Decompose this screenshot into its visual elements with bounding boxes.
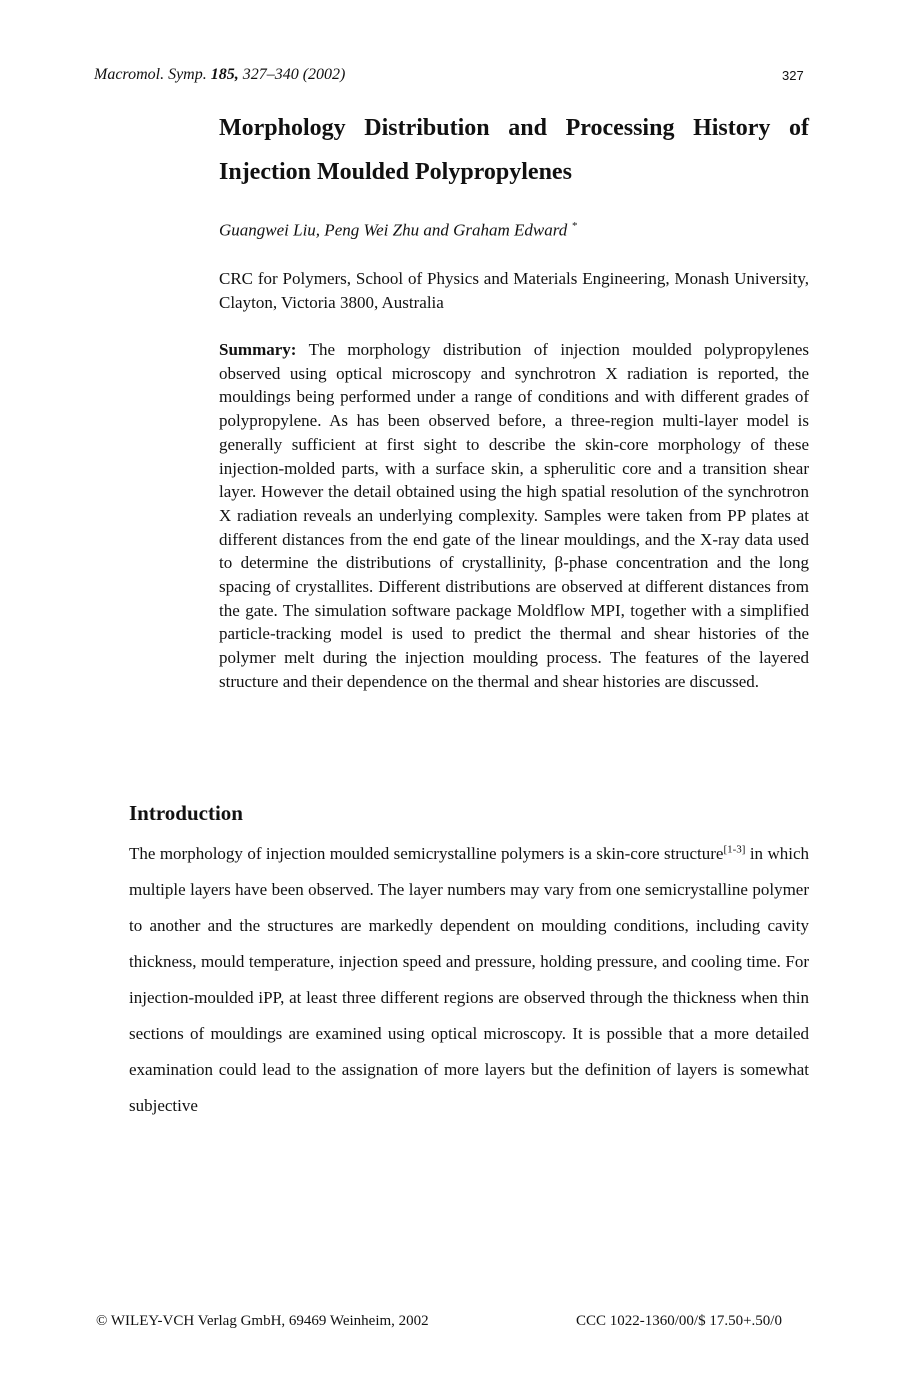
journal-pages-year: 327–340 (2002) [242, 66, 346, 83]
introduction-paragraph [129, 836, 809, 1124]
title-word: and [508, 115, 547, 141]
journal-name: Macromol. Symp. [94, 66, 207, 83]
title-line-1 [219, 106, 809, 150]
authors [219, 220, 577, 241]
journal-citation [94, 66, 345, 84]
ccc-code: CCC 1022-1360/00/$ 17.50+.50/0 [576, 1313, 782, 1329]
journal-volume: 185, [210, 66, 239, 83]
article-title [219, 106, 809, 194]
intro-text-part-1: The morphology of injection moulded semicrystalline polymers is a skin-core structure [129, 844, 724, 863]
citation-reference: [1-3] [723, 843, 746, 856]
title-word: History [693, 115, 771, 141]
copyright-notice: © WILEY-VCH Verlag GmbH, 69469 Weinheim, 2002 [96, 1313, 429, 1329]
summary-label: Summary: [219, 340, 297, 359]
corresponding-author-mark: * [571, 220, 577, 232]
page-number: 327 [782, 68, 804, 83]
title-word: Distribution [364, 115, 490, 141]
title-line-2: Injection Moulded Polypropylenes [219, 159, 572, 185]
intro-text-part-2: in which multiple layers have been observed. The layer numbers may vary from one semicrystalline polymer to another and the structures are markedly dependent on moulding conditions, including cavity thickness, mould temperature, injection speed and pressure, holding pressure, and cooling time. For injection-moulded iPP, at least three different regions are observed through the thickness when thin sections of mouldings are examined using optical microscopy. It is possible that a more detailed examination could lead to the assignation of more layers but the definition of layers is somewhat subjective [129, 844, 809, 1115]
summary-text: The morphology distribution of injection moulded polypropylenes observed using optical microscopy and synchrotron X radiation is reported, the mouldings being performed under a range of conditions and with different grades of polypropylene. As has been observed before, a three-region multi-layer model is generally sufficient at first sight to describe the skin-core morphology of these injection-molded parts, with a surface skin, a spherulitic core and a transition shear layer. However the detail obtained using the high spatial resolution of the synchrotron X radiation reveals an underlying complexity. Samples were taken from PP plates at different distances from the end gate of the linear mouldings, and the X-ray data used to determine the distributions of crystallinity, β-phase concentration and the long spacing of crystallites. Different distributions are observed at different distances from the gate. The simulation software package Moldflow MPI, together with a simplified particle-tracking model is used to predict the thermal and shear histories of the polymer melt during the injection moulding process. The features of the layered structure and their dependence on the thermal and shear histories are discussed. [219, 340, 809, 691]
title-word: Morphology [219, 115, 346, 141]
introduction-heading: Introduction [129, 801, 243, 825]
title-word: Processing [565, 115, 675, 141]
summary-paragraph [219, 338, 809, 694]
affiliation: CRC for Polymers, School of Physics and Materials Engineering, Monash University, Clayton, Victoria 3800, Australia [219, 269, 809, 312]
author-names: Guangwei Liu, Peng Wei Zhu and Graham Edward [219, 220, 568, 240]
title-word: of [789, 115, 809, 141]
